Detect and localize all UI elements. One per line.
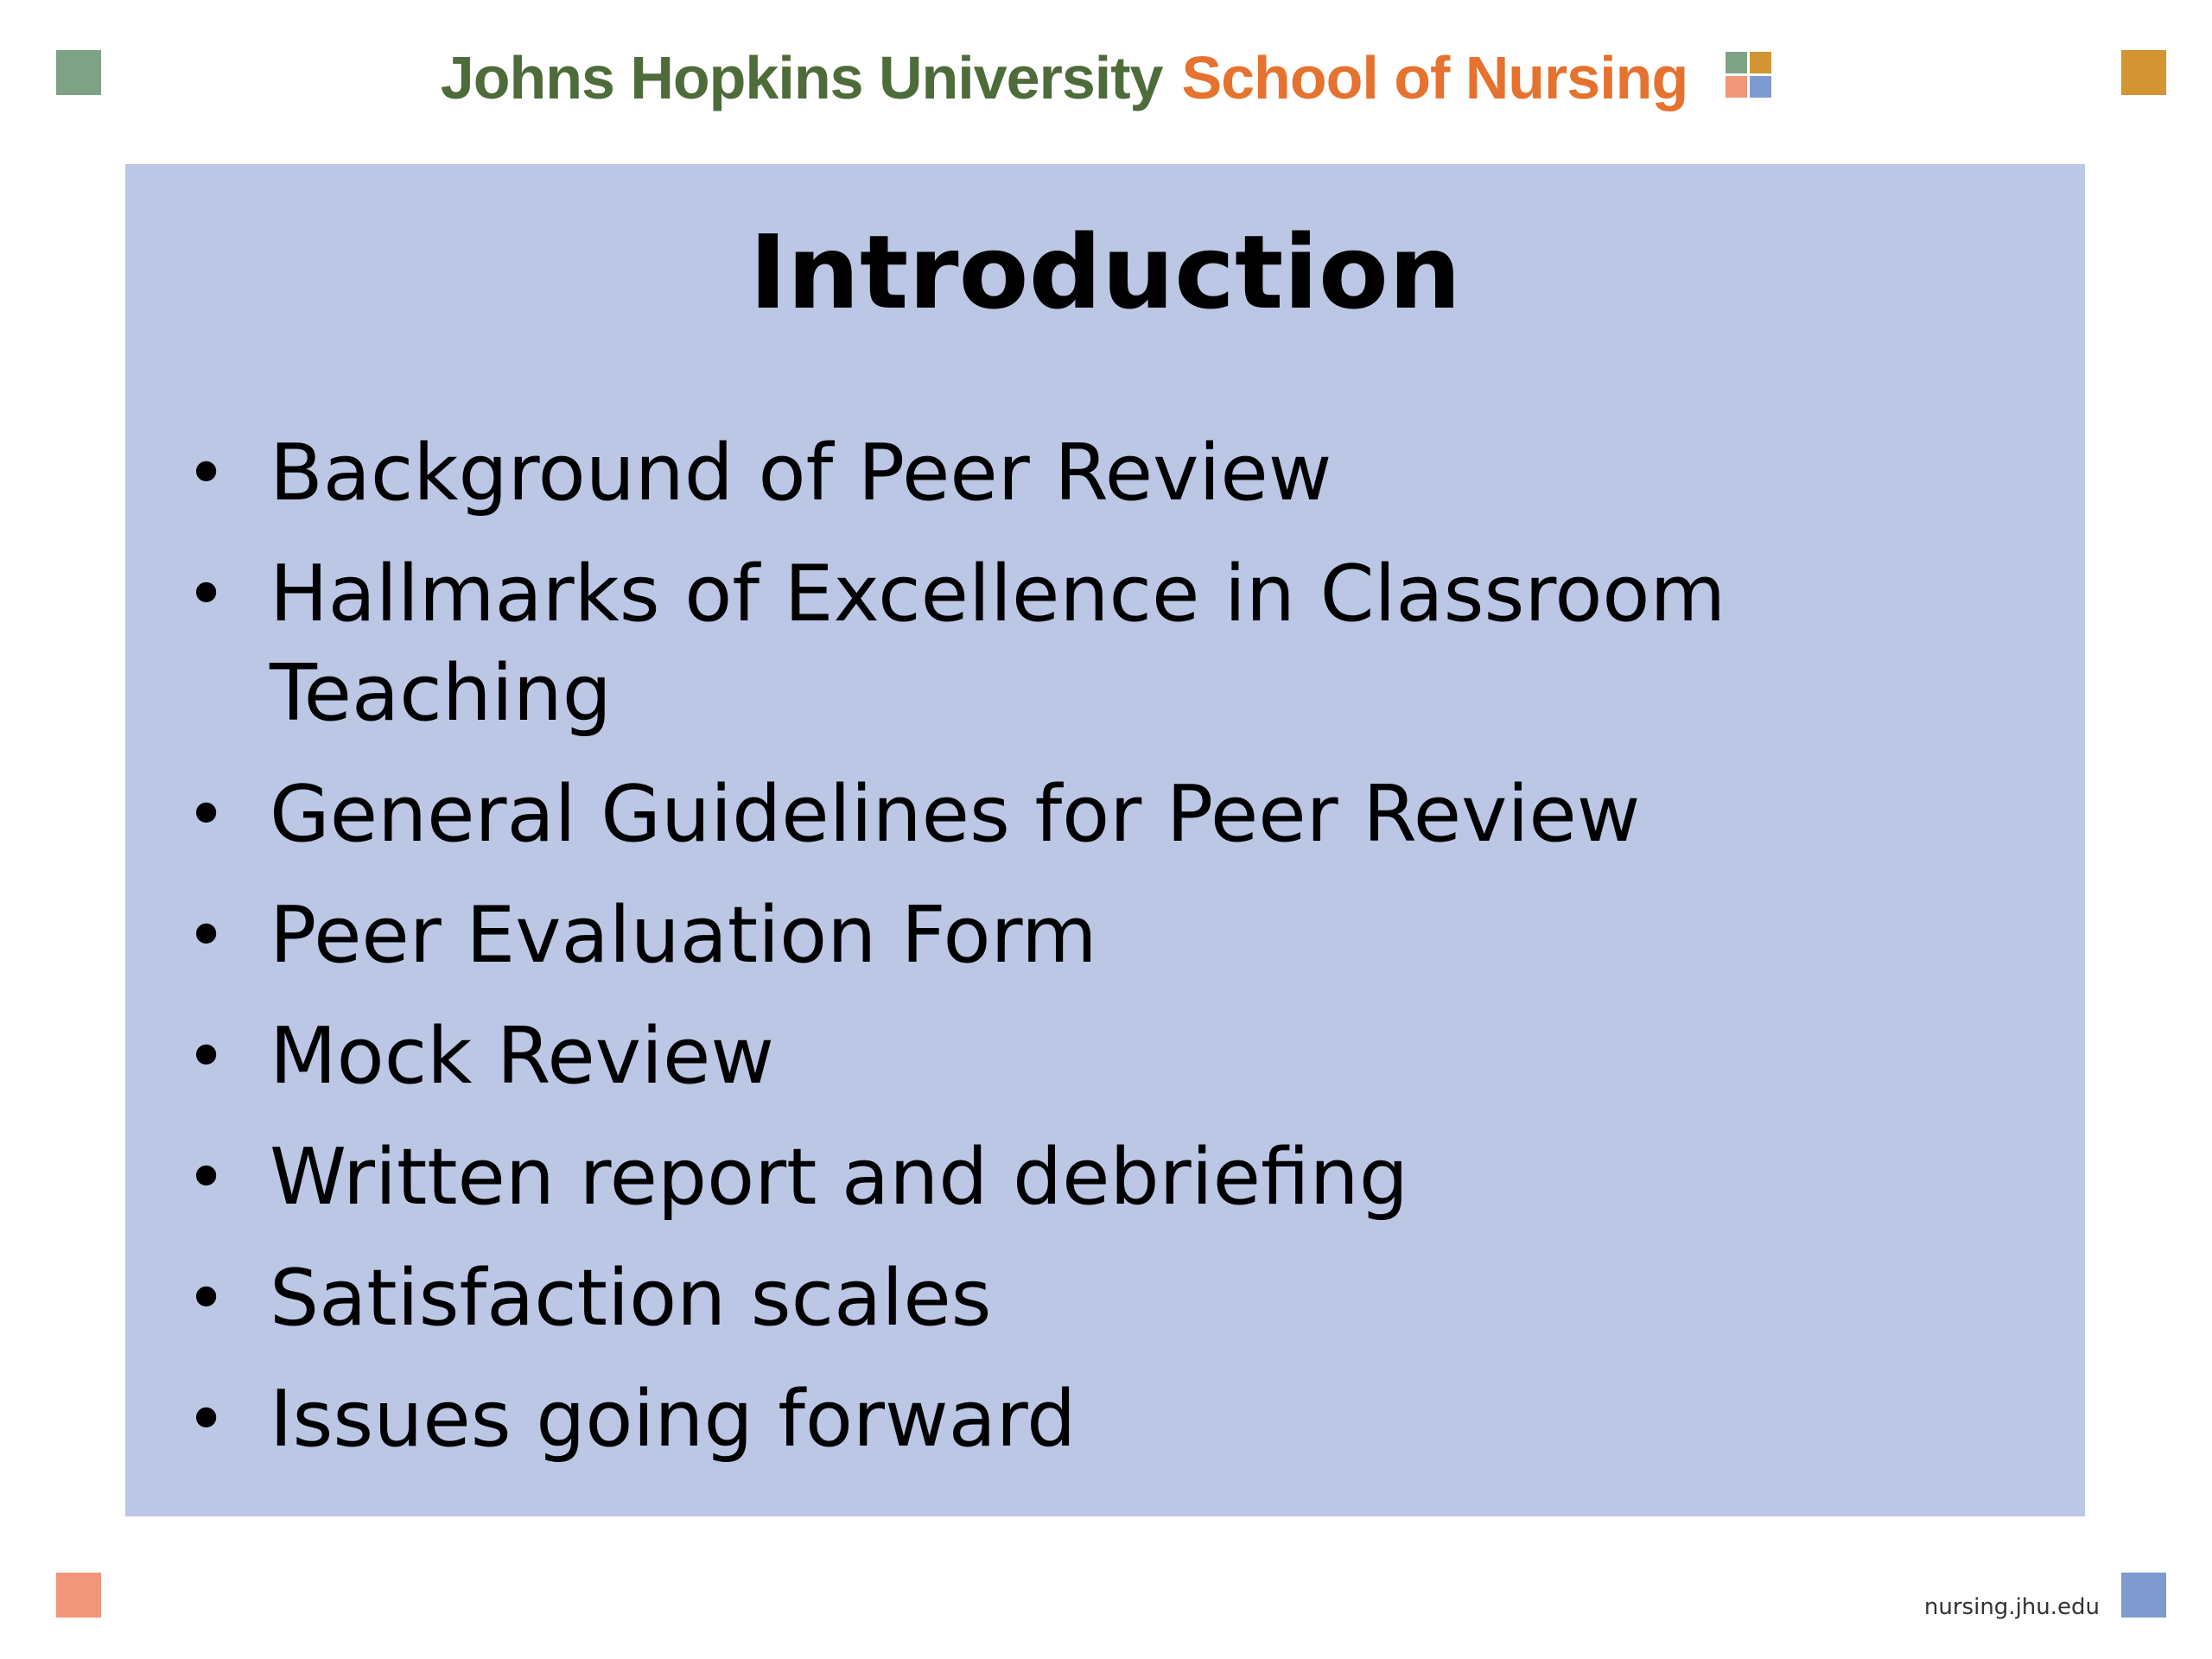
university-name: Johns Hopkins University xyxy=(440,44,1163,111)
bullet-dot-icon: • xyxy=(186,554,227,634)
bullet-item xyxy=(125,1128,2085,1227)
bullet-item xyxy=(125,1370,2085,1469)
jhu-logo-icon xyxy=(1726,52,1771,98)
bullet-item xyxy=(125,1249,2085,1348)
footer-url: nursing.jhu.edu xyxy=(1923,1594,2100,1620)
bullet-item xyxy=(125,423,2085,523)
logo-square-green xyxy=(1726,52,1747,73)
logo-square-blue xyxy=(1750,76,1771,98)
bullet-item xyxy=(125,886,2085,985)
bullet-dot-icon: • xyxy=(186,1258,227,1338)
bullet-item xyxy=(125,765,2085,864)
bullet-dot-icon: • xyxy=(186,774,227,855)
slide-header xyxy=(0,35,2212,121)
bullet-dot-icon: • xyxy=(186,895,227,976)
bullet-item xyxy=(125,1007,2085,1106)
bullet-dot-icon: • xyxy=(186,1379,227,1459)
bullet-dot-icon: • xyxy=(186,1016,227,1096)
bullet-text: Peer Evaluation Form xyxy=(270,890,1097,981)
logo-square-salmon xyxy=(1726,76,1747,98)
corner-square-blue xyxy=(2121,1573,2166,1618)
bullet-text: Satisfaction scales xyxy=(270,1253,992,1344)
bullet-dot-icon: • xyxy=(186,1137,227,1217)
bullet-list xyxy=(125,423,2085,1491)
bullet-item xyxy=(125,544,2085,743)
school-name: School of Nursing xyxy=(1181,44,1688,111)
bullet-text: Issues going forward xyxy=(270,1374,1077,1465)
bullet-text: Written report and debriefing xyxy=(270,1132,1408,1223)
logo-square-gold xyxy=(1750,52,1771,73)
bullet-text: Hallmarks of Excellence in Classroom Teaching xyxy=(270,549,1726,739)
bullet-text: Mock Review xyxy=(270,1011,775,1102)
bullet-text: Background of Peer Review xyxy=(270,428,1332,518)
bullet-dot-icon: • xyxy=(186,433,227,513)
bullet-text: General Guidelines for Peer Review xyxy=(270,769,1641,860)
corner-square-salmon xyxy=(56,1573,101,1618)
slide-title: Introduction xyxy=(749,213,1461,332)
content-box xyxy=(125,164,2085,1516)
